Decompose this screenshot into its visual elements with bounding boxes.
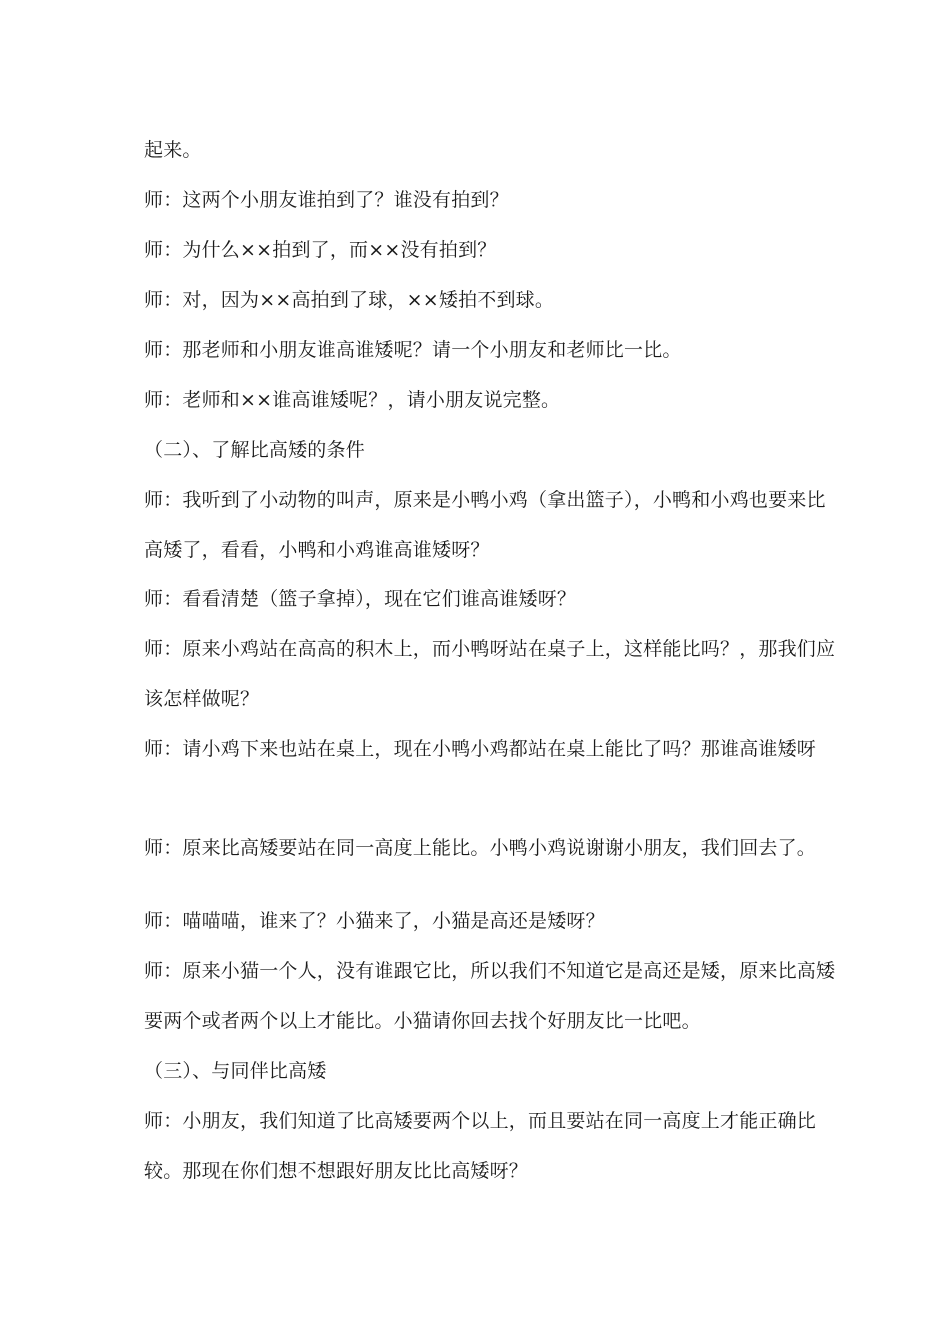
text-line: 师：原来小猫一个人，没有谁跟它比，所以我们不知道它是高还是矮，原来比高矮 — [144, 960, 836, 982]
text-line: 要两个或者两个以上才能比。小猫请你回去找个好朋友比一比吧。 — [144, 1010, 701, 1032]
text-line: 师：看看清楚（篮子拿掉），现在它们谁高谁矮呀？ — [144, 588, 577, 610]
text-line: 师：老师和××谁高谁矮呢？，请小朋友说完整。 — [144, 389, 561, 411]
text-line: 该怎样做呢？ — [144, 688, 260, 710]
text-line: 师：喵喵喵，谁来了？小猫来了，小猫是高还是矮呀？ — [144, 910, 605, 932]
text-line: 师：那老师和小朋友谁高谁矮呢？请一个小朋友和老师比一比。 — [144, 339, 682, 361]
text-line: 师：对，因为××高拍到了球，××矮拍不到球。 — [144, 289, 555, 311]
text-line: 师：我听到了小动物的叫声，原来是小鸭小鸡（拿出篮子），小鸭和小鸡也要来比 — [144, 489, 826, 511]
text-line: 师：为什么××拍到了，而××没有拍到？ — [144, 239, 497, 261]
section-heading: （三）、与同伴比高矮 — [144, 1060, 327, 1082]
section-heading: （二）、了解比高矮的条件 — [144, 439, 365, 461]
text-line: 师：原来比高矮要站在同一高度上能比。小鸭小鸡说谢谢小朋友，我们回去了。 — [144, 837, 817, 859]
text-line: 师：原来小鸡站在高高的积木上，而小鸭呀站在桌子上，这样能比吗？，那我们应 — [144, 638, 836, 660]
text-line: 高矮了，看看，小鸭和小鸡谁高谁矮呀？ — [144, 539, 490, 561]
text-line: 起来。 — [144, 139, 202, 161]
text-line: 师：小朋友，我们知道了比高矮要两个以上，而且要站在同一高度上才能正确比 — [144, 1110, 817, 1132]
text-line: 师：这两个小朋友谁拍到了？谁没有拍到？ — [144, 189, 509, 211]
text-line: 较。那现在你们想不想跟好朋友比比高矮呀？ — [144, 1160, 529, 1182]
text-line: 师：请小鸡下来也站在桌上，现在小鸭小鸡都站在桌上能比了吗？那谁高谁矮呀 — [144, 738, 817, 760]
